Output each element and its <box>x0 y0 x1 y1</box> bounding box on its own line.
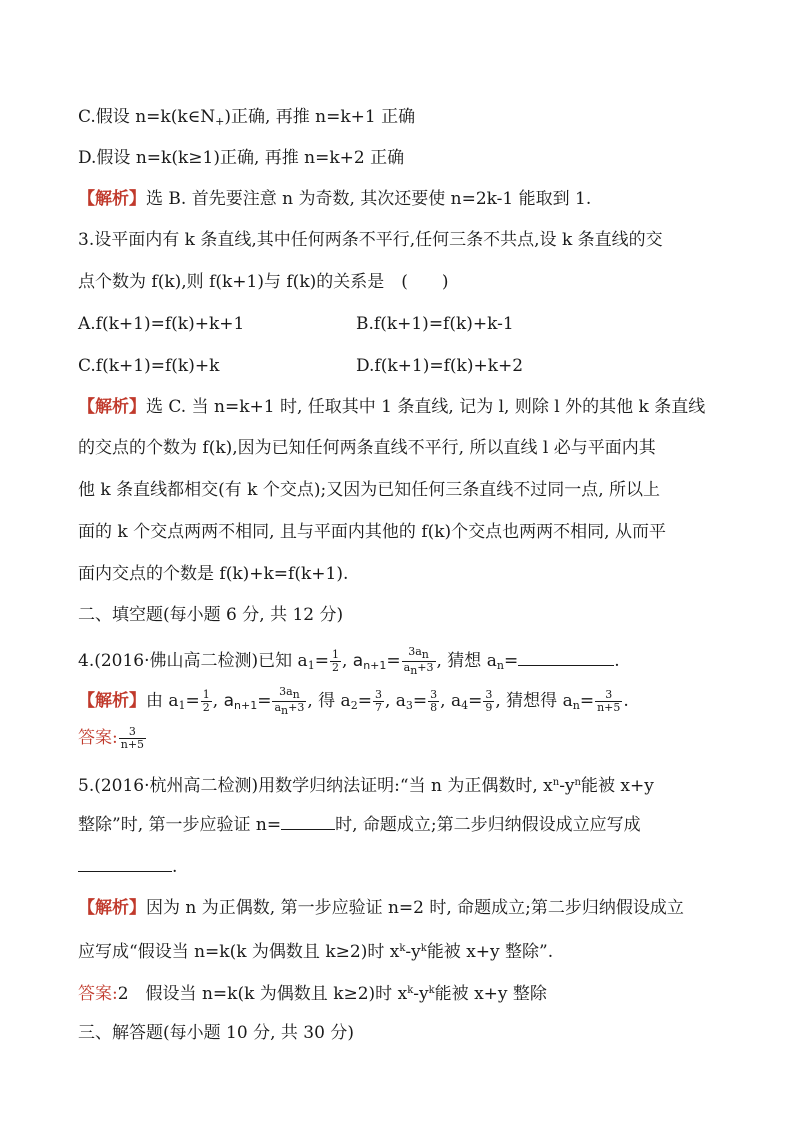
sup: n <box>574 777 581 788</box>
den-end: +3 <box>288 701 305 714</box>
fraction <box>373 689 384 714</box>
sup: k <box>420 943 427 954</box>
text: 能被 x+y <box>581 776 654 796</box>
text: 能被 x+y 整除 <box>434 984 547 1004</box>
text: 能被 x+y 整除”. <box>426 942 554 962</box>
text: 因为 n 为正偶数, 第一步应验证 n=2 时, 命题成立;第二步归纳假设成立 <box>146 898 684 918</box>
q5-analysis-2 <box>78 938 553 963</box>
analysis-tag: 【解析】 <box>78 691 146 711</box>
q3-option-b: B.f(k+1)=f(k)+k-1 <box>356 314 514 334</box>
answer-blank-2[interactable] <box>78 871 172 872</box>
sub: 2 <box>350 699 358 712</box>
num-text: 3a <box>279 685 293 698</box>
sub: n <box>421 648 429 661</box>
q3-analysis-4: 面的 k 个交点两两不相同, 且与平面内其他的 f(k)个交点也两两不相同, 从而平 <box>78 522 666 542</box>
text: 由 a <box>146 691 179 711</box>
guess: , 猜想 a <box>436 651 497 671</box>
denominator: n+5 <box>120 738 145 751</box>
analysis-tag: 【解析】 <box>78 898 146 918</box>
q2-option-c-sub: + <box>215 115 225 128</box>
sub: 3 <box>405 699 413 712</box>
end: . <box>614 651 620 671</box>
sup: k <box>399 943 406 954</box>
analysis-tag: 【解析】 <box>78 189 146 209</box>
sup: k <box>407 985 414 996</box>
eq: = <box>386 651 401 671</box>
q3-analysis-5: 面内交点的个数是 f(k)+k=f(k+1). <box>78 564 349 584</box>
text: 5.(2016·杭州高二检测)用数学归纳法证明:“当 n 为正偶数时, x <box>78 776 553 796</box>
den-text: a <box>403 661 411 674</box>
sub: n+1 <box>363 659 387 672</box>
eq: = <box>185 691 200 711</box>
sub: 1 <box>307 659 315 672</box>
sub: 4 <box>461 699 469 712</box>
fraction <box>483 689 494 714</box>
a-n-plus-1: a <box>352 651 364 671</box>
q5-stem-2 <box>78 814 641 836</box>
eq: = <box>412 691 428 711</box>
q2-option-d: D.假设 n=k(k≥1)正确, 再推 n=k+2 正确 <box>78 148 405 168</box>
numerator: 3 <box>595 689 622 702</box>
q3-option-d: D.f(k+1)=f(k)+k+2 <box>356 356 524 376</box>
eq: = <box>257 691 272 711</box>
q4-stem <box>78 646 620 677</box>
q3-option-a: A.f(k+1)=f(k)+k+1 <box>78 314 245 334</box>
fraction <box>272 686 306 717</box>
text: -y <box>405 942 421 962</box>
q4-analysis <box>78 686 629 717</box>
q5-stem-1 <box>78 772 654 797</box>
denominator <box>272 702 306 717</box>
comma: , <box>341 651 348 671</box>
answer-blank[interactable] <box>518 665 614 666</box>
numerator: 3 <box>374 688 382 701</box>
sub: n+1 <box>234 699 258 712</box>
q3-stem-1: 3.设平面内有 k 条直线,其中任何两条不平行,任何三条不共点,设 k 条直线的交 <box>78 230 663 250</box>
sub: n <box>572 699 580 712</box>
text: , a <box>384 691 406 711</box>
sub: n <box>496 659 504 672</box>
answer-blank-1[interactable] <box>281 829 335 830</box>
text: 整除”时, 第一步应验证 n= <box>78 815 282 835</box>
fraction <box>201 689 212 714</box>
end: . <box>623 691 629 711</box>
eq: = <box>503 651 519 671</box>
section-2-heading: 二、填空题(每小题 6 分, 共 12 分) <box>78 605 344 625</box>
q3-analysis-2: 的交点的个数为 f(k),因为已知任何两条直线不平行, 所以直线 l 必与平面内其 <box>78 438 656 458</box>
analysis-tag: 【解析】 <box>78 397 146 417</box>
den-end: +3 <box>417 661 434 674</box>
q5-answer <box>78 980 547 1005</box>
eq: = <box>579 691 595 711</box>
text: -y <box>559 776 575 796</box>
text: 应写成“假设当 n=k(k 为偶数且 k≥2)时 x <box>78 942 400 962</box>
text: , a <box>440 691 462 711</box>
fraction <box>119 726 146 751</box>
sub: n <box>410 664 418 677</box>
denominator: 9 <box>485 701 493 714</box>
q2-analysis-text: 选 B. 首先要注意 n 为奇数, 其次还要使 n=2k-1 能取到 1. <box>146 189 592 209</box>
numerator: 1 <box>202 688 210 701</box>
comma: , <box>212 691 219 711</box>
q3-option-c: C.f(k+1)=f(k)+k <box>78 356 220 376</box>
text: 2 假设当 n=k(k 为偶数且 k≥2)时 x <box>117 984 408 1004</box>
q3-options-ab <box>78 313 514 335</box>
fraction <box>330 649 341 674</box>
eq: = <box>314 651 329 671</box>
sub: 1 <box>178 699 186 712</box>
den-text: a <box>274 701 282 714</box>
q5-stem-3 <box>78 856 177 878</box>
answer-label: 答案: <box>78 728 118 748</box>
fraction <box>428 689 439 714</box>
denominator: 2 <box>331 661 339 674</box>
numerator: 3 <box>430 688 438 701</box>
text: , 得 a <box>307 691 351 711</box>
sub: n <box>292 688 300 701</box>
text: , 猜想得 a <box>495 691 573 711</box>
denominator: 7 <box>374 701 382 714</box>
text: -y <box>413 984 429 1004</box>
q3-analysis-1 <box>78 396 705 418</box>
section-3-heading: 三、解答题(每小题 10 分, 共 30 分) <box>78 1023 354 1043</box>
numerator: 3 <box>119 726 146 739</box>
q3-analysis-3: 他 k 条直线都相交(有 k 个交点);又因为已知任何三条直线不过同一点, 所以上 <box>78 480 661 500</box>
q3-stem-2: 点个数为 f(k),则 f(k+1)与 f(k)的关系是 ( ) <box>78 272 449 292</box>
numerator: 1 <box>331 648 339 661</box>
q3-analysis-1-text: 选 C. 当 n=k+1 时, 任取其中 1 条直线, 记为 l, 则除 l 外的其他 k 条直线 <box>146 397 706 417</box>
q2-analysis <box>78 188 591 210</box>
eq: = <box>468 691 483 711</box>
fraction <box>402 646 436 677</box>
denominator: n+5 <box>597 701 621 714</box>
answer-label: 答案: <box>78 984 118 1004</box>
num-text: 3a <box>408 645 422 658</box>
q2-option-c-end: )正确, 再推 n=k+1 正确 <box>224 107 416 127</box>
eq: = <box>357 691 372 711</box>
numerator <box>402 646 436 662</box>
q5-analysis-1 <box>78 897 684 919</box>
numerator <box>272 686 306 702</box>
fraction <box>595 689 622 714</box>
q2-option-c <box>78 106 415 133</box>
sub: n <box>281 704 289 717</box>
denominator <box>402 662 436 677</box>
denominator: 8 <box>430 701 438 714</box>
q2-option-c-text: C.假设 n=k(k∈N <box>78 107 216 127</box>
text: 时, 命题成立;第二步归纳假设成立应写成 <box>335 815 641 835</box>
a-n-plus-1: a <box>223 691 235 711</box>
q4-stem-text: 4.(2016·佛山高二检测)已知 a <box>78 651 308 671</box>
q4-answer <box>78 726 147 751</box>
text: . <box>172 857 178 877</box>
denominator: 2 <box>202 701 210 714</box>
numerator: 3 <box>485 688 493 701</box>
q3-options-cd <box>78 355 524 377</box>
sup: k <box>428 985 435 996</box>
sup: n <box>552 777 560 788</box>
